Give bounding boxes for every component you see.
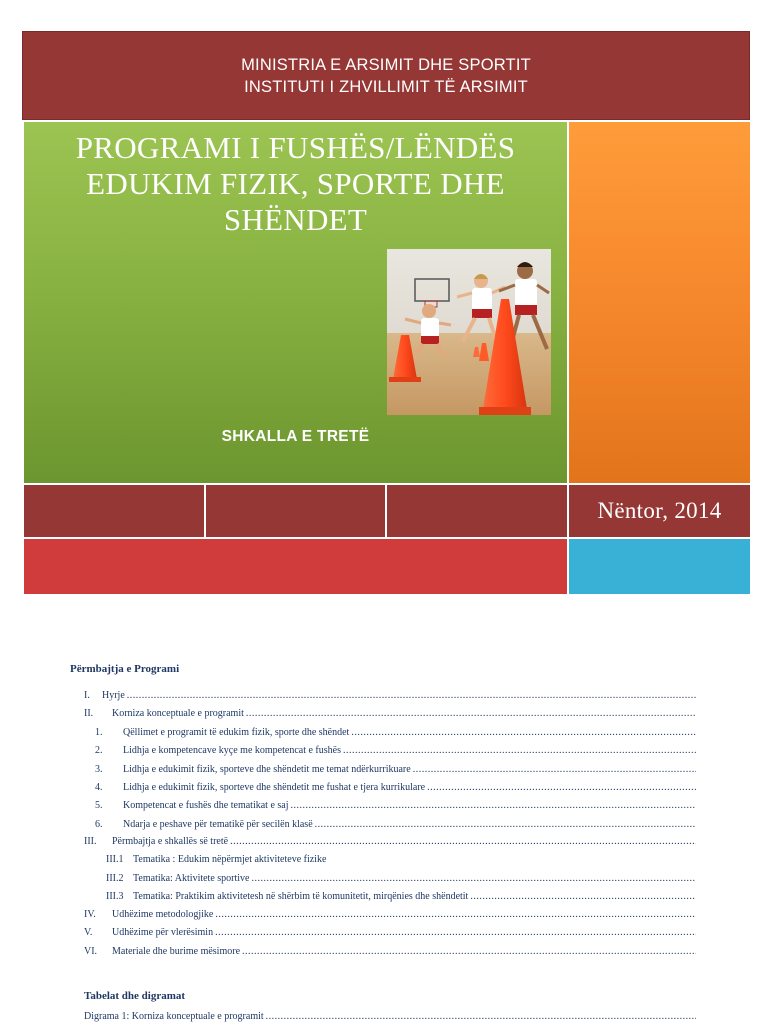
- toc-entry-title: Udhëzime metodologjike: [112, 909, 214, 920]
- toc-entry[interactable]: [95, 764, 696, 779]
- toc-entry[interactable]: [95, 819, 696, 834]
- toc-entry[interactable]: [106, 891, 696, 906]
- toc-entry-number: V.: [84, 927, 93, 938]
- date-block: [569, 485, 750, 537]
- toc-leader-dots: [413, 764, 696, 775]
- toc-entry[interactable]: [106, 873, 696, 888]
- toc-leader-dots: [242, 946, 696, 957]
- divider-block-3: [387, 485, 567, 537]
- toc-entry-title: Hyrje: [102, 690, 125, 701]
- toc-leader-dots: [470, 891, 696, 902]
- figure-entry-title: Digrama 1: Korniza konceptuale e programit: [84, 1011, 264, 1022]
- toc-entry-title: Lidhja e edukimit fizik, sporteve dhe shëndetit me temat ndërkurrikuare: [123, 764, 411, 775]
- title-line-1: PROGRAMI I FUSHËS/LËNDËS: [75, 130, 516, 165]
- figures-heading: Tabelat dhe digramat: [84, 990, 186, 1002]
- blue-footer-block: [569, 539, 750, 594]
- toc-entry-number: III.2: [106, 873, 124, 884]
- publication-date: Nëntor, 2014: [597, 498, 722, 523]
- toc-entry-title: Përmbajtja e shkallës së tretë: [112, 836, 229, 847]
- toc-entry-number: I.: [84, 690, 90, 701]
- grade-level: SHKALLA E TRETË: [221, 428, 370, 445]
- toc-entry-number: III.: [84, 836, 97, 847]
- document-title: [24, 130, 567, 238]
- toc-entry[interactable]: [84, 690, 696, 705]
- institute-name: INSTITUTI I ZHVILLIMIT TË ARSIMIT: [244, 77, 528, 96]
- toc-leader-dots: [427, 782, 696, 793]
- toc-entry[interactable]: [106, 854, 696, 869]
- toc-heading: Përmbajtja e Programi: [70, 663, 180, 675]
- title-line-3: SHËNDET: [223, 202, 368, 237]
- toc-leader-dots: [215, 909, 696, 920]
- toc-leader-dots: [351, 727, 696, 738]
- toc-entry-title: Materiale dhe burime mësimore: [112, 946, 241, 957]
- toc-entry-number: 6.: [95, 819, 103, 830]
- cover-page: [22, 31, 750, 594]
- toc-entry-number: VI.: [84, 946, 98, 957]
- toc-entry-title: Qëllimet e programit të edukim fizik, sporte dhe shëndet: [123, 727, 350, 738]
- toc-entry-number: III.3: [106, 891, 124, 902]
- divider-block-1: [24, 485, 204, 537]
- toc-entry[interactable]: [84, 909, 696, 924]
- toc-entry[interactable]: [95, 782, 696, 797]
- cover-header: [22, 31, 750, 120]
- toc-entry-title: Lidhja e edukimit fizik, sporteve dhe shëndetit me fushat e tjera kurrikulare: [123, 782, 426, 793]
- toc-entry-number: 3.: [95, 764, 103, 775]
- ministry-name: MINISTRIA E ARSIMIT DHE SPORTIT: [241, 55, 531, 74]
- toc-entry[interactable]: [84, 836, 696, 851]
- toc-entry-number: 4.: [95, 782, 103, 793]
- toc-entry[interactable]: [95, 800, 696, 815]
- cover-photo: [387, 249, 551, 415]
- toc-leader-dots: [343, 745, 696, 756]
- toc-leader-dots: [252, 873, 697, 884]
- toc-entry-title: Lidhja e kompetencave kyçe me kompetencat e fushës: [123, 745, 341, 756]
- toc-entry-title: Udhëzime për vlerësimin: [112, 927, 214, 938]
- toc-entry-title: Ndarja e peshave për tematikë për secilën klasë: [123, 819, 313, 830]
- toc-entry-title: Korniza konceptuale e programit: [112, 708, 244, 719]
- toc-leader-dots: [266, 1011, 696, 1022]
- divider-block-2: [206, 485, 385, 537]
- toc-entry-title: Tematika : Edukim nëpërmjet aktiviteteve fizike: [133, 854, 327, 865]
- toc-leader-dots: [230, 836, 696, 847]
- toc-leader-dots: [291, 800, 697, 811]
- toc-entry[interactable]: [84, 946, 696, 961]
- toc-entry-number: 5.: [95, 800, 103, 811]
- toc-entry-number: III.1: [106, 854, 124, 865]
- toc-entry-title: Kompetencat e fushës dhe tematikat e saj: [123, 800, 289, 811]
- toc-leader-dots: [127, 690, 696, 701]
- toc-entry[interactable]: [84, 927, 696, 942]
- toc-entry[interactable]: [95, 745, 696, 760]
- toc-entry-number: IV.: [84, 909, 96, 920]
- toc-entry-number: II.: [84, 708, 94, 719]
- toc-leader-dots: [246, 708, 696, 719]
- toc-entry-number: 1.: [95, 727, 103, 738]
- toc-leader-dots: [215, 927, 696, 938]
- toc-entry-title: Tematika: Aktivitete sportive: [133, 873, 250, 884]
- red-footer-block: [24, 539, 567, 594]
- toc-entry-title: Tematika: Praktikim aktivitetesh në shërbim të komunitetit, mirqënies dhe shëndetit: [133, 891, 469, 902]
- toc-entry-number: 2.: [95, 745, 103, 756]
- toc-entry[interactable]: [95, 727, 696, 742]
- toc-leader-dots: [315, 819, 696, 830]
- title-panel: [24, 122, 567, 483]
- toc-entry[interactable]: [84, 708, 696, 723]
- orange-panel: [569, 122, 750, 483]
- title-line-2: EDUKIM FIZIK, SPORTE DHE: [86, 166, 505, 201]
